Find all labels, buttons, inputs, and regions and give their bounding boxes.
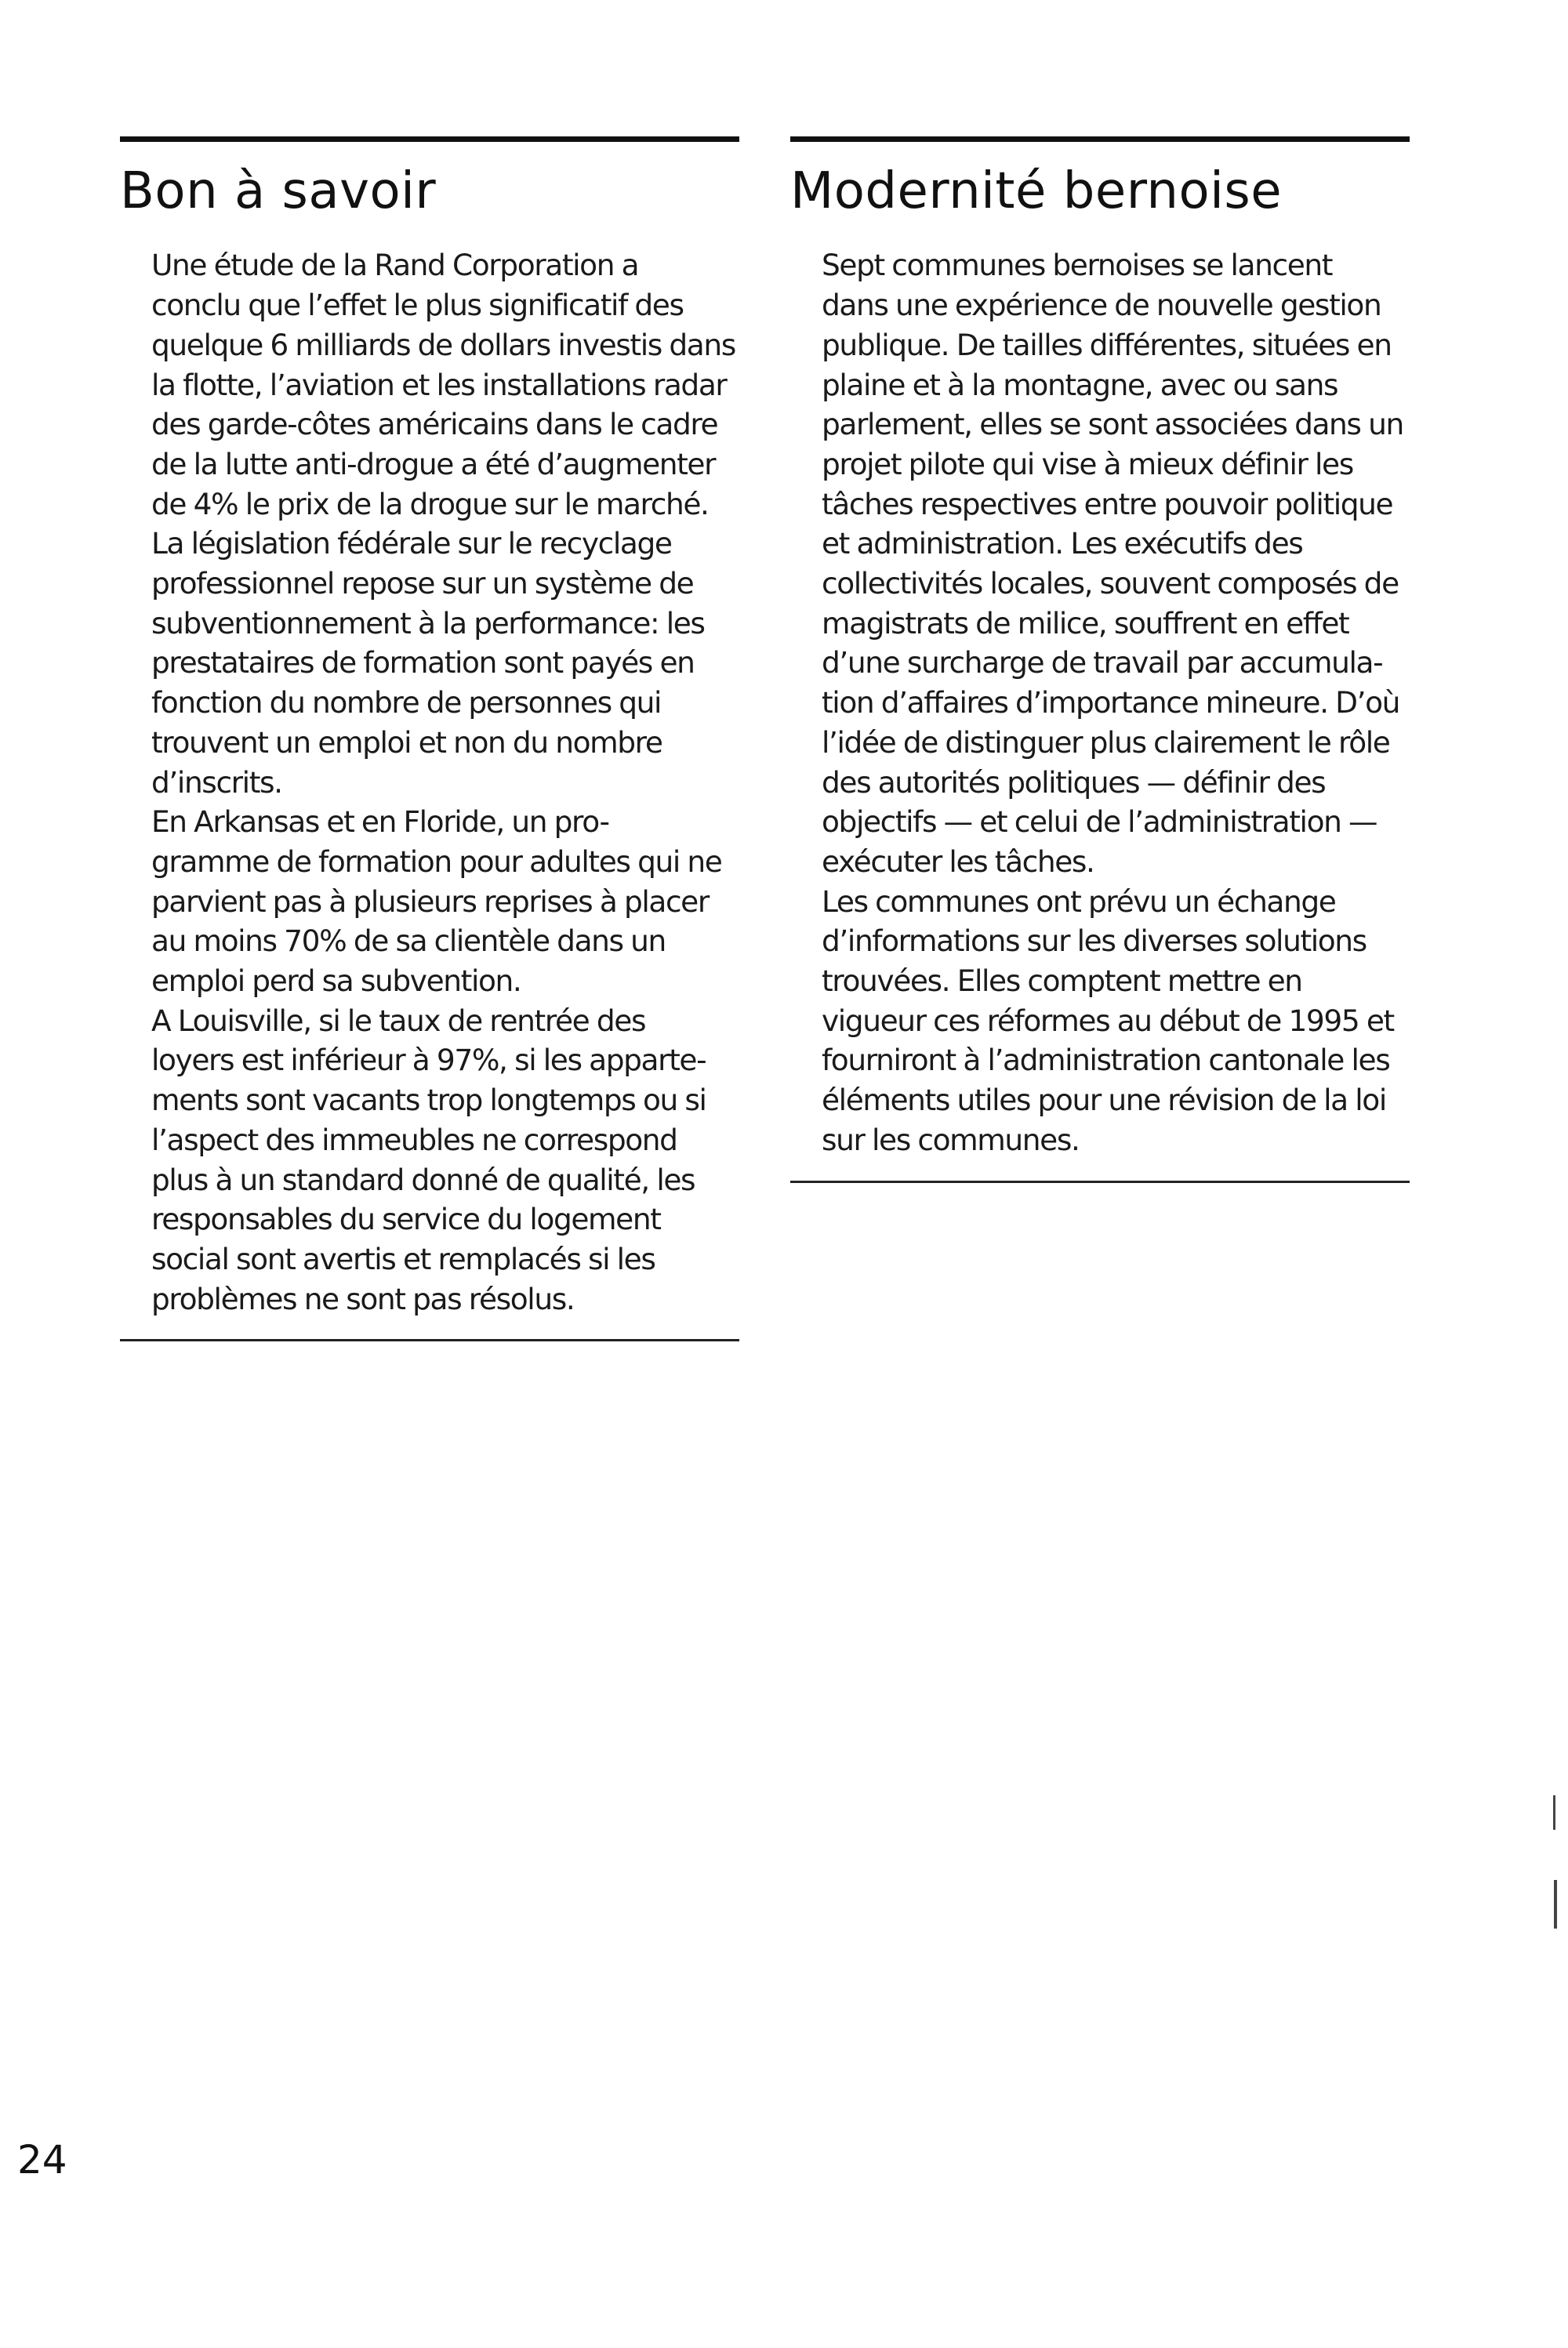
text-line: subventionnement à la performance: les — [151, 605, 705, 641]
text-line: prestataires de formation sont payés en — [151, 645, 695, 680]
text-line: Sept communes bernoises se lancent — [822, 248, 1333, 283]
text-line: responsables du service du logement — [151, 1202, 661, 1237]
section-heading: Modernité bernoise — [790, 162, 1283, 220]
text-line: Les communes ont prévu un échange — [822, 884, 1336, 919]
text-line: des autorités politiques — définir des — [822, 764, 1326, 800]
text-line: plaine et à la montagne, avec ou sans — [822, 367, 1338, 402]
text-line: exécuter les tâches. — [822, 844, 1094, 879]
text-line: d’informations sur les diverses solutions — [822, 924, 1367, 959]
text-line: d’inscrits. — [151, 764, 282, 800]
text-line: parvient pas à plusieurs reprises à placer — [151, 884, 709, 919]
column-bon-a-savoir — [120, 136, 739, 1341]
text-line: collectivités locales, souvent composés de — [822, 566, 1399, 601]
text-line: objectifs — et celui de l’administration — — [822, 804, 1377, 840]
text-line: fourniront à l’administration cantonale les — [822, 1043, 1390, 1078]
column-modernite-bernoise — [790, 136, 1410, 1183]
text-line: fonction du nombre de personnes qui — [151, 685, 662, 720]
text-line: emploi perd sa subvention. — [151, 964, 521, 999]
section-heading: Bon à savoir — [120, 162, 437, 220]
text-line: social sont avertis et remplacés si les — [151, 1241, 655, 1276]
text-line: d’une surcharge de travail par accumula- — [822, 645, 1383, 680]
text-line: au moins 70% de sa clientèle dans un — [151, 924, 666, 959]
text-line: loyers est inférieur à 97%, si les apparte- — [151, 1043, 706, 1078]
text-line: l’aspect des immeubles ne correspond — [151, 1122, 677, 1157]
text-line: magistrats de milice, souffrent en effet — [822, 605, 1349, 641]
text-line: ments sont vacants trop longtemps ou si — [151, 1083, 706, 1118]
text-line: de la lutte anti-drogue a été d’augmenter — [151, 446, 716, 481]
paragraph — [790, 245, 1410, 881]
text-line: et administration. Les exécutifs des — [822, 526, 1303, 561]
text-line: dans une expérience de nouvelle gestion — [822, 288, 1381, 323]
text-line: La législation fédérale sur le recyclage — [151, 526, 672, 561]
text-line: conclu que l’effet le plus significatif des — [151, 288, 684, 323]
text-line: quelque 6 milliards de dollars investis dans — [151, 327, 735, 362]
text-line: tion d’affaires d’importance mineure. D’où — [822, 685, 1400, 720]
text-line: trouvées. Elles comptent mettre en — [822, 964, 1302, 999]
paragraph — [120, 524, 739, 802]
text-line: publique. De tailles différentes, situées en — [822, 327, 1392, 362]
top-rule — [790, 136, 1410, 142]
text-line: En Arkansas et en Floride, un pro- — [151, 804, 609, 840]
top-rule — [120, 136, 739, 142]
text-line: la flotte, l’aviation et les installations radar — [151, 367, 727, 402]
text-line: A Louisville, si le taux de rentrée des — [151, 1003, 646, 1038]
text-line: Une étude de la Rand Corporation a — [151, 248, 639, 283]
text-line: projet pilote qui vise à mieux définir les — [822, 446, 1353, 481]
text-line: des garde-côtes américains dans le cadre — [151, 407, 718, 442]
margin-mark — [1554, 1880, 1557, 1929]
paragraph — [120, 245, 739, 524]
bottom-rule — [120, 1339, 739, 1341]
text-line: vigueur ces réformes au début de 1995 et — [822, 1003, 1394, 1038]
paragraph — [790, 882, 1410, 1160]
text-line: problèmes ne sont pas résolus. — [151, 1281, 575, 1316]
text-line: l’idée de distinguer plus clairement le rôle — [822, 724, 1390, 760]
paragraph — [120, 1001, 739, 1319]
paragraph — [120, 802, 739, 1001]
text-line: trouvent un emploi et non du nombre — [151, 724, 662, 760]
text-line: gramme de formation pour adultes qui ne — [151, 844, 722, 879]
text-line: de 4% le prix de la drogue sur le marché. — [151, 486, 709, 521]
text-line: éléments utiles pour une révision de la loi — [822, 1083, 1386, 1118]
text-line: sur les communes. — [822, 1122, 1080, 1157]
text-line: professionnel repose sur un système de — [151, 566, 694, 601]
text-line: plus à un standard donné de qualité, les — [151, 1162, 695, 1197]
text-line: tâches respectives entre pouvoir politique — [822, 486, 1393, 521]
margin-mark — [1553, 1795, 1555, 1830]
text-line: parlement, elles se sont associées dans un — [822, 407, 1403, 442]
bottom-rule — [790, 1181, 1410, 1183]
page-number: 24 — [17, 2137, 67, 2183]
